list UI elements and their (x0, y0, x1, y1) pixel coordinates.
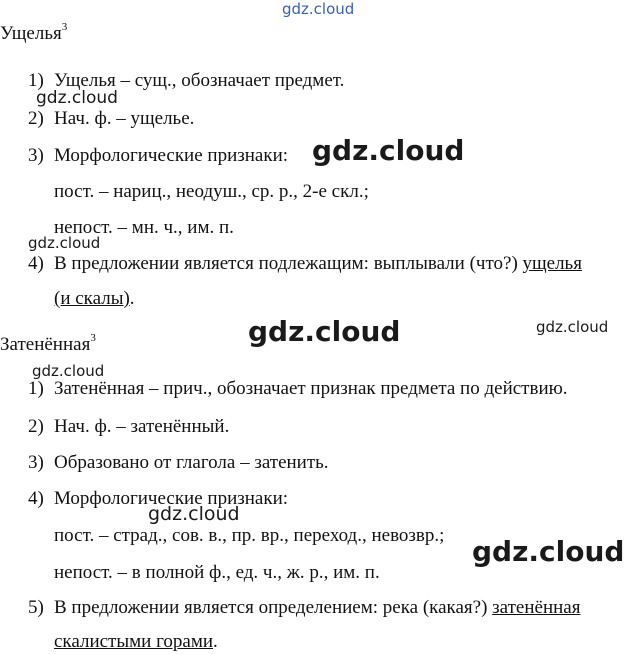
list-item (28, 253, 582, 275)
list-item-continuation (54, 631, 218, 653)
list-item (28, 597, 580, 619)
item-number: 4) (28, 253, 44, 274)
item-text: В предложении является определением: река (какая?) (54, 597, 493, 618)
watermark: gdz.cloud (248, 315, 401, 348)
section-title (0, 334, 96, 356)
watermark: gdz.cloud (148, 503, 240, 525)
footnote-mark: 3 (61, 21, 68, 33)
item-text: Затенённая – прич., обозначает признак предмета по действию. (54, 378, 568, 399)
item-text: Морфологические признаки: (54, 145, 289, 166)
item-number: 2) (28, 416, 44, 437)
item-text: Нач. ф. – затенённый. (54, 416, 230, 437)
underlined-word: ущелья (522, 253, 582, 274)
watermark: gdz.cloud (32, 362, 105, 380)
footnote-mark: 3 (90, 332, 96, 344)
watermark: gdz.cloud (312, 134, 465, 167)
item-text: . (213, 631, 218, 652)
list-item (28, 452, 329, 474)
item-text: Морфологические признаки: (54, 488, 289, 509)
section-title (0, 23, 67, 45)
item-number: 5) (28, 597, 44, 618)
list-item (54, 562, 380, 584)
item-text: Ущелья – сущ., обозначает предмет. (54, 70, 345, 91)
underlined-word: (и скалы) (54, 288, 130, 309)
item-number: 3) (28, 452, 44, 473)
underlined-word: затенённая (492, 597, 581, 618)
watermark: gdz.cloud (282, 0, 355, 18)
item-number: 2) (28, 108, 44, 129)
item-text: . (129, 288, 135, 309)
item-text: непост. – мн. ч., им. п. (54, 217, 234, 238)
watermark: gdz.cloud (36, 88, 118, 108)
list-item (28, 145, 288, 167)
list-item (28, 108, 194, 130)
item-text: В предложении является подлежащим: выплывали (что?) (54, 253, 523, 274)
list-item (54, 181, 369, 203)
list-item (28, 378, 568, 400)
watermark: gdz.cloud (28, 234, 101, 252)
item-number: 1) (28, 378, 44, 399)
item-text: Нач. ф. – ущелье. (54, 108, 195, 129)
item-number: 3) (28, 145, 44, 166)
list-item (54, 217, 234, 239)
watermark: gdz.cloud (536, 318, 609, 336)
item-text: пост. – нариц., неодуш., ср. р., 2-е скл.; (54, 181, 369, 202)
item-text: Образовано от глагола – затенить. (54, 452, 329, 473)
list-item (54, 525, 444, 547)
watermark: gdz.cloud (472, 535, 625, 568)
list-item (28, 416, 229, 438)
section-title-text: Ущелья (0, 23, 62, 44)
list-item (28, 70, 344, 92)
underlined-word: скалистыми горами (54, 631, 214, 652)
list-item (28, 488, 288, 510)
item-number: 4) (28, 488, 44, 509)
item-text: непост. – в полной ф., ед. ч., ж. р., им. п. (54, 562, 380, 583)
list-item-continuation (54, 288, 135, 310)
item-number: 1) (28, 70, 44, 91)
item-text: пост. – страд., сов. в., пр. вр., переход., невозвр.; (54, 525, 445, 546)
section-title-text: Затенённая (0, 334, 91, 355)
